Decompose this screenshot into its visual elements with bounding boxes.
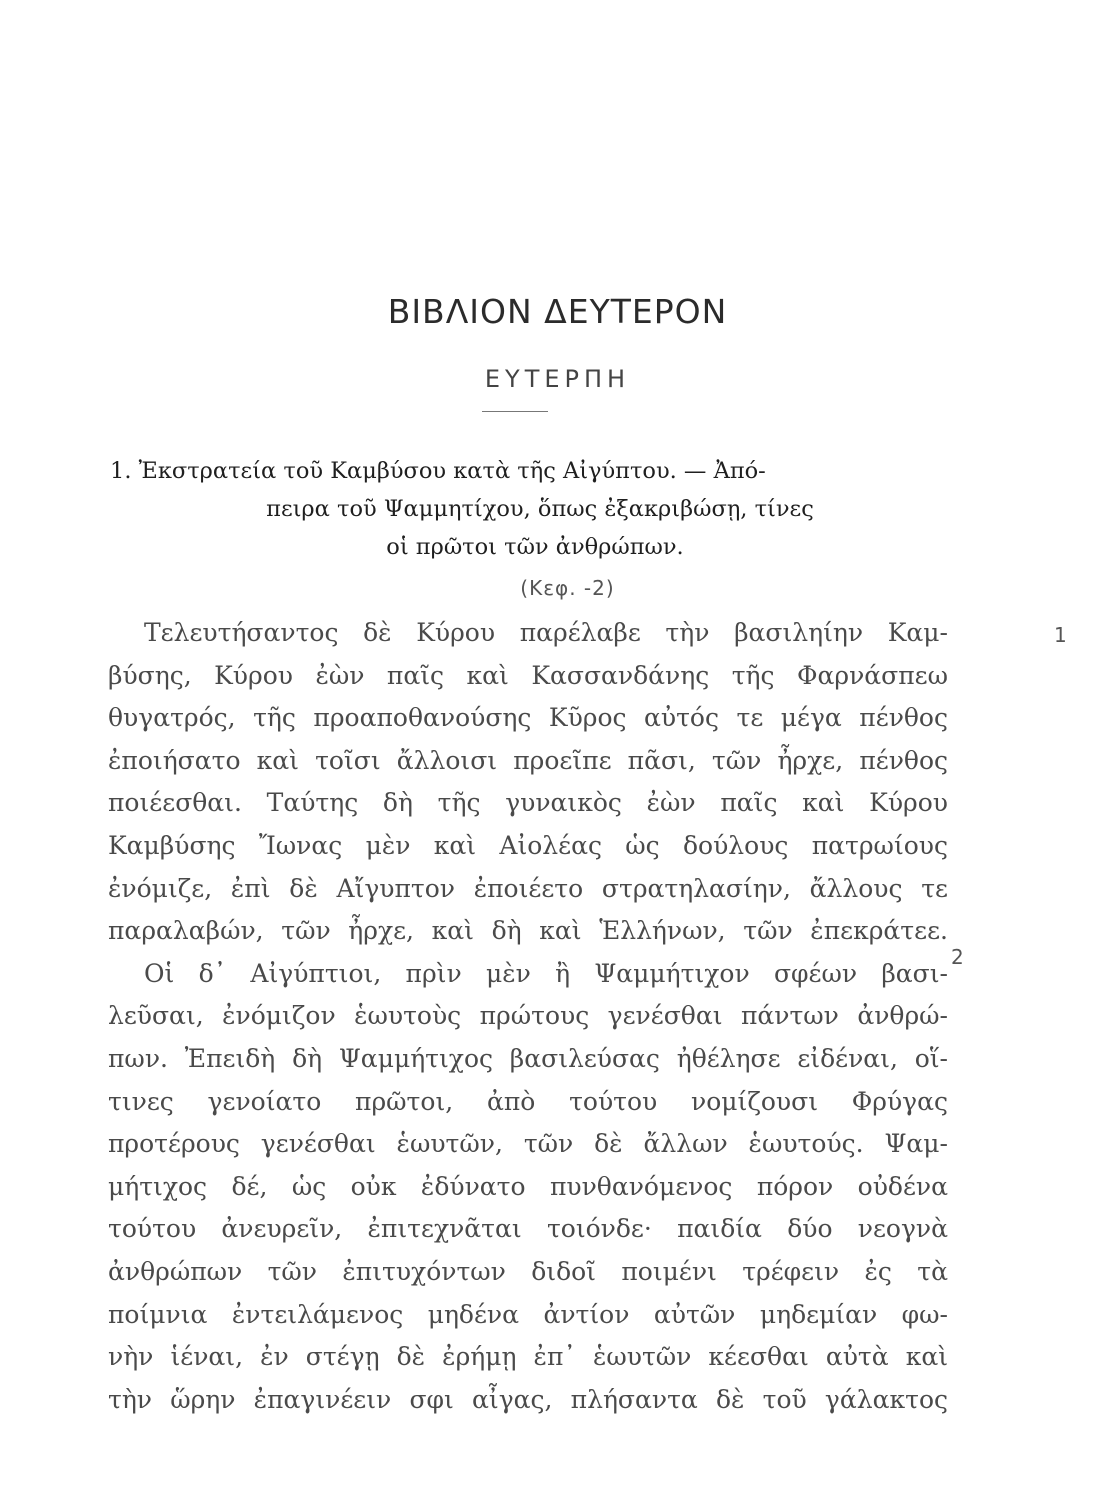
text-line: ποιέεσθαι. Ταύτης δὴ τῆς γυναικὸς ἐὼν παῖς καὶ Κύρου [108,788,948,818]
section-heading-line: 1. Ἐκστρατεία τοῦ Καμβύσου κατὰ τῆς Αἰγύπτου. — Ἀπό- [110,458,766,484]
section-heading-line: οἱ πρῶτοι τῶν ἀνθρώπων. [386,534,684,560]
text-line: Καμβύσης Ἴωνας μὲν καὶ Αἰολέας ὡς δούλους πατρωίους [108,830,948,860]
text-line: νὴν ἱέναι, ἐν στέγῃ δὲ ἐρήμῃ ἐπ᾽ ἑωυτῶν κέεσθαι αὐτὰ καὶ [108,1342,948,1372]
text-line: ποίμνια ἐντειλάμενος μηδένα ἀντίον αὐτῶν μηδεμίαν φω- [108,1299,948,1329]
text-line: βύσης, Κύρου ἐὼν παῖς καὶ Κασσανδάνης τῆς Φαρνάσπεω [108,660,948,690]
title-divider [482,411,548,412]
text-line: θυγατρός, τῆς προαποθανούσης Κῦρος αὐτός τε μέγα πένθος [108,703,948,733]
text-line: πων. Ἐπειδὴ δὴ Ψαμμήτιχος βασιλεύσας ἠθέλησε εἰδέναι, οἵ- [108,1043,948,1073]
book-title: ΒΙΒΛΙΟΝ ΔΕΥΤΕΡΟΝ [387,292,728,331]
text-line: τὴν ὥρην ἐπαγινέειν σφι αἶγας, πλήσαντα δὲ τοῦ γάλακτος [108,1384,948,1414]
text-line: ἀνθρώπων τῶν ἐπιτυχόντων διδοῖ ποιμένι τρέφειν ἐς τὰ [108,1256,948,1286]
margin-number: 2 [951,945,964,969]
text-line: ἐποιήσατο καὶ τοῖσι ἄλλοισι προεῖπε πᾶσι, τῶν ἦρχε, πένθος [108,745,948,775]
paragraph [108,612,948,953]
book-subtitle: ΕΥΤΕΡΠΗ [484,365,631,393]
text-line: τούτου ἀνευρεῖν, ἐπιτεχνᾶται τοιόνδε· παιδία δύο νεογνὰ [108,1214,948,1244]
text-line: τινες γενοίατο πρῶτοι, ἀπὸ τούτου νομίζουσι Φρύγας [108,1086,948,1116]
text-line: μήτιχος δέ, ὡς οὐκ ἐδύνατο πυνθανόμενος πόρον οὐδένα [108,1171,948,1201]
chapter-reference: (Κεφ. -2) [520,576,615,600]
text-line: Οἱ δ᾽ Αἰγύπτιοι, πρὶν μὲν ἢ Ψαμμήτιχον σφέων βασι- [144,958,948,988]
body-text [108,612,948,1421]
text-line: λεῦσαι, ἐνόμιζον ἑωυτοὺς πρώτους γενέσθαι πάντων ἀνθρώ- [108,1001,948,1031]
text-line: παραλαβών, τῶν ἦρχε, καὶ δὴ καὶ Ἑλλήνων, τῶν ἐπεκράτεε. [108,916,948,946]
margin-number: 1 [1054,623,1067,647]
section-heading [110,452,950,566]
text-line: Τελευτήσαντος δὲ Κύρου παρέλαβε τὴν βασιληίην Καμ- [144,618,948,647]
section-heading-line: πειρα τοῦ Ψαμμητίχου, ὅπως ἐξακριβώσῃ, τίνες [266,496,814,522]
text-line: ἐνόμιζε, ἐπὶ δὲ Αἴγυπτον ἐποιέετο στρατηλασίην, ἄλλους τε [108,873,948,903]
paragraph [108,953,948,1422]
text-line: προτέρους γενέσθαι ἑωυτῶν, τῶν δὲ ἄλλων ἑωυτούς. Ψαμ- [108,1129,948,1159]
